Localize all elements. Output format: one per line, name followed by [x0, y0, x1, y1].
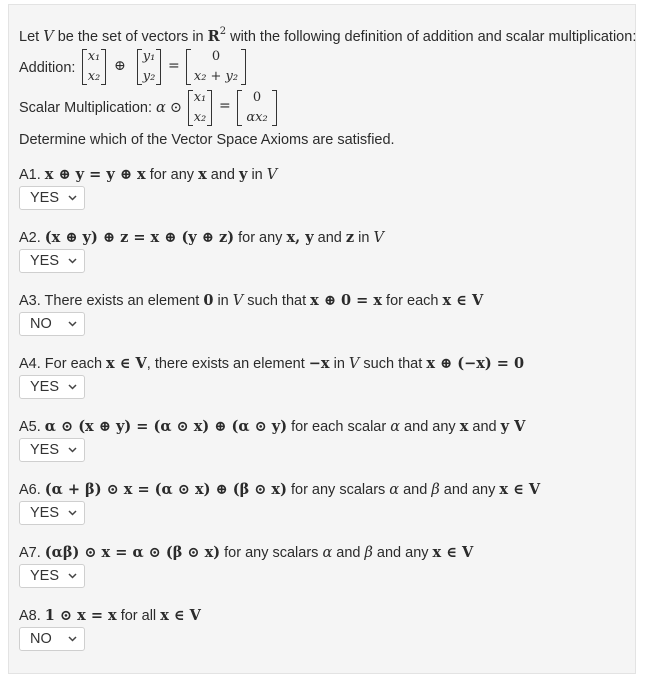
axiom-a2-select[interactable]: YES: [19, 249, 85, 273]
scalar-label: Scalar Multiplication: α ⊙: [19, 100, 182, 116]
equals-symbol: =: [168, 58, 180, 74]
axiom-a1-select[interactable]: YES: [19, 186, 85, 210]
addition-label: Addition:: [19, 60, 76, 76]
chevron-down-icon: [68, 447, 77, 453]
intro-line: Let V be the set of vectors in $R^2$ with the following definition of addition and scalar multiplication:: [19, 26, 637, 45]
axiom-a4-select[interactable]: YES: [19, 375, 85, 399]
matrix-sum: 0 x₂ + y₂: [186, 49, 246, 85]
axiom-a2-text: A2. (x ⊕ y) ⊕ z = x ⊕ (y ⊕ z) for any x, y and z in V: [19, 229, 384, 246]
axiom-a7-select[interactable]: YES: [19, 564, 85, 588]
axiom-a3-select[interactable]: NO: [19, 312, 85, 336]
axiom-a3-text: A3. There exists an element 0 in V such that x ⊕ 0 = x for each x ∈ V: [19, 292, 484, 309]
axiom-a4-text: A4. For each x ∈ V, there exists an element −x in V such that x ⊕ (−x) = 0: [19, 355, 525, 372]
determine-instruction: Determine which of the Vector Space Axioms are satisfied.: [19, 132, 395, 148]
chevron-down-icon: [68, 321, 77, 327]
axiom-a6-select[interactable]: YES: [19, 501, 85, 525]
chevron-down-icon: [68, 636, 77, 642]
axiom-a7-text: A7. (αβ) ⊙ x = α ⊙ (β ⊙ x) for any scalars α and β and any x ∈ V: [19, 544, 474, 561]
oplus-symbol: ⊕: [114, 58, 126, 74]
chevron-down-icon: [68, 384, 77, 390]
chevron-down-icon: [68, 573, 77, 579]
matrix-x: x₁ x₂: [82, 49, 106, 85]
matrix-y: y₁ y₂: [137, 49, 161, 85]
equals-symbol-2: =: [219, 98, 231, 114]
axiom-a1-text: A1. x ⊕ y = y ⊕ x for any x and y in V: [19, 166, 278, 183]
chevron-down-icon: [68, 195, 77, 201]
axiom-a8-text: A8. 1 ⊙ x = x for all x ∈ V: [19, 607, 201, 624]
chevron-down-icon: [68, 510, 77, 516]
chevron-down-icon: [68, 258, 77, 264]
matrix-scaled: 0 αx₂: [237, 90, 277, 126]
axiom-a5-select[interactable]: YES: [19, 438, 85, 462]
axiom-a5-text: A5. α ⊙ (x ⊕ y) = (α ⊙ x) ⊕ (α ⊙ y) for each scalar α and any x and y V: [19, 418, 526, 435]
matrix-x-scalar: x₁ x₂: [188, 90, 212, 126]
axiom-a8-select[interactable]: NO: [19, 627, 85, 651]
axiom-a6-text: A6. (α + β) ⊙ x = (α ⊙ x) ⊕ (β ⊙ x) for any scalars α and β and any x ∈ V: [19, 481, 541, 498]
